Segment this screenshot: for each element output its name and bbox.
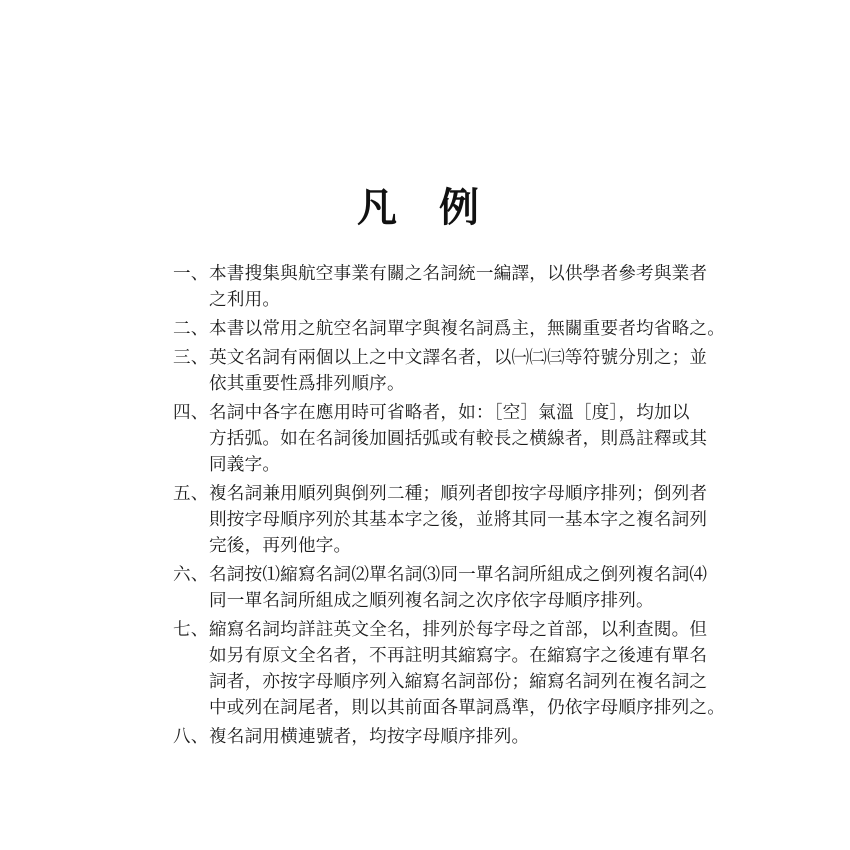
rule-item (173, 400, 708, 478)
rule-item (173, 316, 726, 342)
rule-number: 二、 (173, 319, 209, 339)
rule-text-line: 複名詞用横連號者，均按字母順序排列。 (209, 727, 530, 747)
rules-list (173, 261, 726, 753)
rule-text-line: 詞者，亦按字母順序列入縮寫名詞部份；縮寫名詞列在複名詞之 (209, 672, 708, 692)
rule-number: 三、 (173, 348, 209, 368)
rule-text-line: 之利用。 (209, 290, 281, 310)
rule-text-line: 完後，再列他字。 (209, 536, 352, 556)
page-title: 凡 例 (357, 185, 493, 231)
rule-text-line: 方括弧。如在名詞後加圓括弧或有較長之横線者，則爲註釋或其 (209, 429, 708, 449)
rule-item (173, 617, 726, 721)
rule-number: 一、 (173, 264, 209, 284)
rule-text-line: 則按字母順序列於其基本字之後，並將其同一基本字之複名詞列 (209, 510, 708, 530)
rule-text-line: 名詞按⑴縮寫名詞⑵單名詞⑶同一單名詞所組成之倒列複名詞⑷ (209, 565, 708, 585)
rule-text-line: 依其重要性爲排列順序。 (209, 374, 405, 394)
rule-number: 六、 (173, 565, 209, 585)
rule-text-line: 同義字。 (209, 455, 281, 475)
rule-text-line: 名詞中各字在應用時可省略者，如：［空］氣溫［度］，均加以 (209, 403, 690, 423)
rule-text-line: 如另有原文全名者，不再註明其縮寫字。在縮寫字之後連有單名 (209, 646, 708, 666)
rule-number: 五、 (173, 484, 209, 504)
rule-text-line: 中或列在詞尾者，則以其前面各單詞爲準，仍依字母順序排列之。 (209, 698, 726, 718)
rule-text-line: 同一單名詞所組成之順列複名詞之次序依字母順序排列。 (209, 591, 654, 611)
rule-text-line: 本書以常用之航空名詞單字與複名詞爲主，無關重要者均省略之。 (209, 319, 726, 339)
rule-number: 七、 (173, 620, 209, 640)
rule-number: 八、 (173, 727, 209, 747)
rule-text-line: 複名詞兼用順列與倒列二種；順列者卽按字母順序排列；倒列者 (209, 484, 708, 504)
rule-item (173, 481, 708, 559)
rule-text-line: 縮寫名詞均詳註英文全名，排列於每字母之首部，以利查閱。但 (209, 620, 708, 640)
rule-text-line: 英文名詞有兩個以上之中文譯名者，以㈠㈡㈢等符號分別之；並 (209, 348, 708, 368)
rule-text-line: 本書搜集與航空事業有關之名詞統一編譯，以供學者參考與業者 (209, 264, 708, 284)
rule-item (173, 724, 703, 750)
rule-item (173, 562, 708, 614)
rule-number: 四、 (173, 403, 209, 423)
rule-item (173, 261, 708, 313)
rule-item (173, 345, 708, 397)
